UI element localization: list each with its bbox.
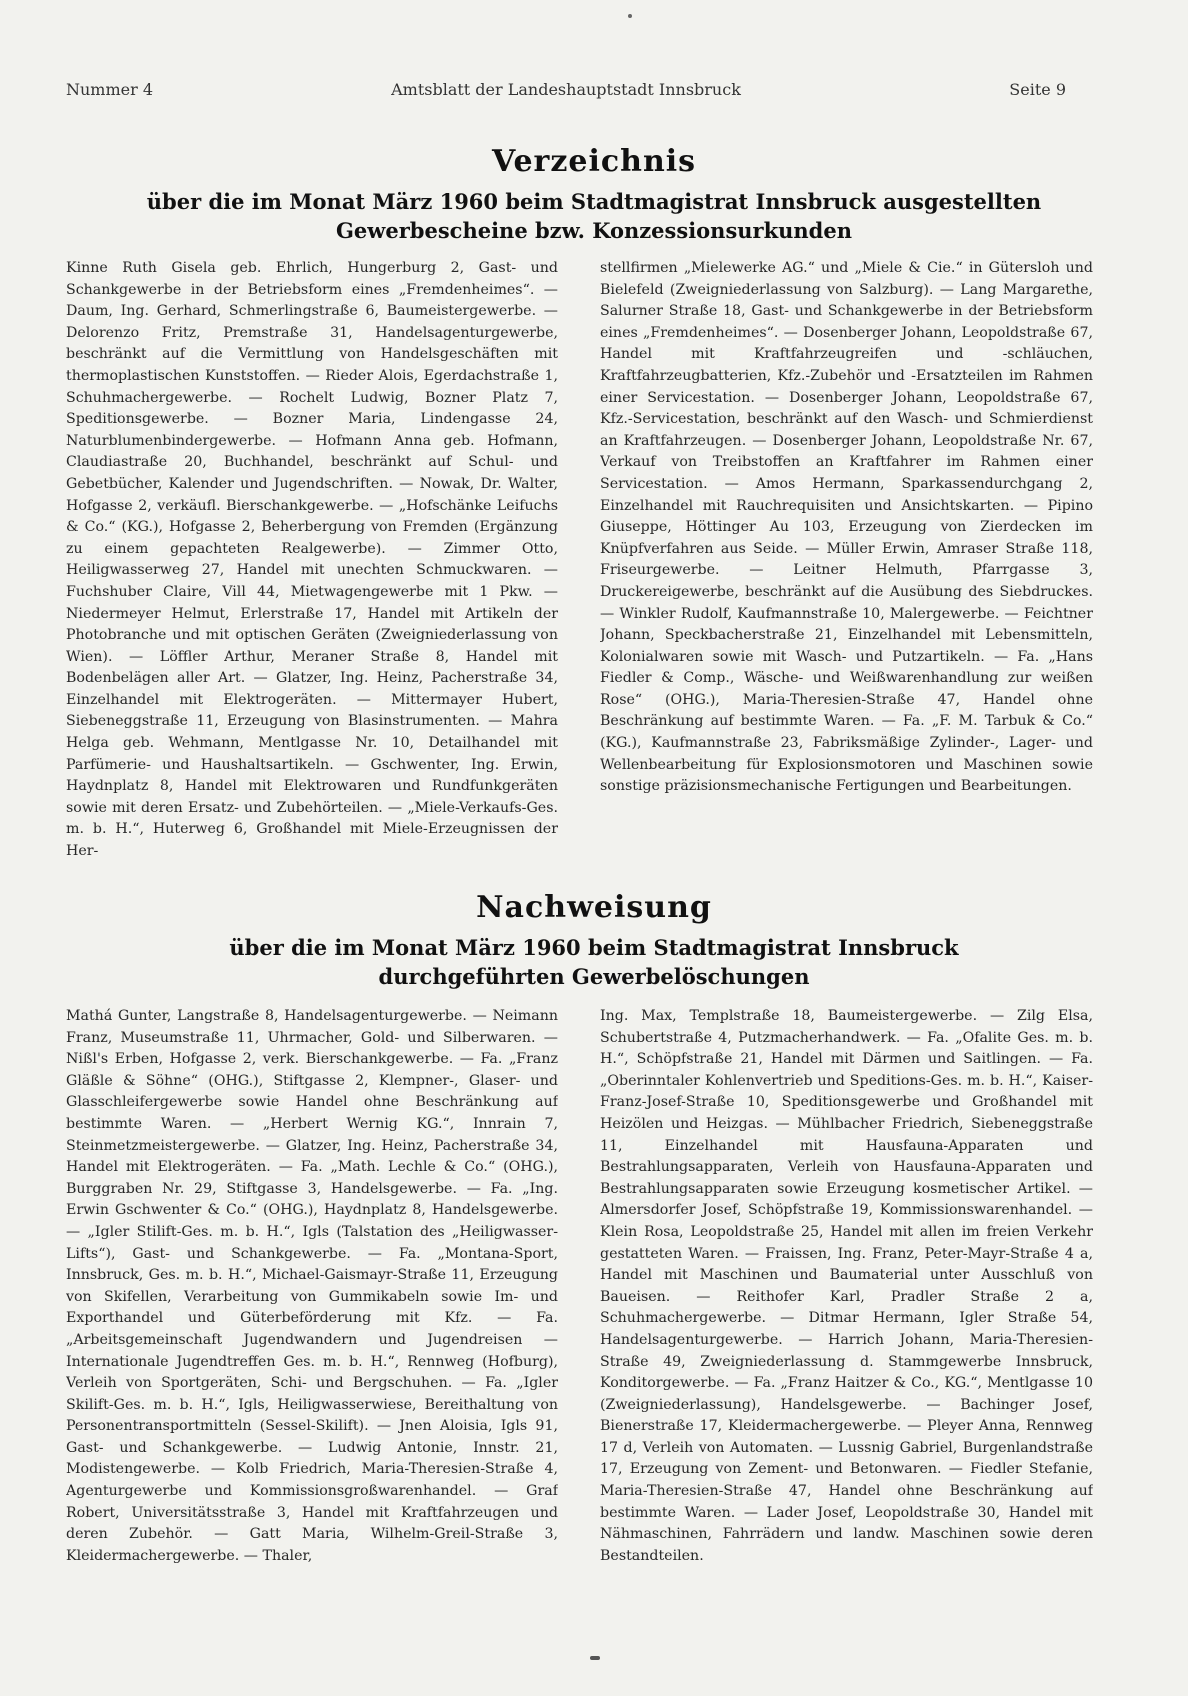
page-number: Seite 9 <box>1009 80 1066 99</box>
running-header <box>66 80 1066 104</box>
section1-column-left <box>66 258 558 860</box>
publication-title: Amtsblatt der Landeshauptstadt Innsbruck <box>391 80 741 99</box>
section2-title: Nachweisung <box>476 890 712 925</box>
issue-number: Nummer 4 <box>66 80 154 99</box>
section1-subtitle-line2: Gewerbescheine bzw. Konzessionsurkunden <box>336 218 852 243</box>
section2-left-text: Mathá Gunter, Langstraße 8, Handelsagenturgewerbe. — Neimann Franz, Museumstraße 11, Uhrmacher, Gold- und Silberwaren. — Nißl's Erben, Hofgasse 2, verk. Bierschankgewerbe. — Fa. „Franz Gläßle & Söhne“ (OHG.), Stiftgasse 2, Klempner-, Glaser- und Glasschleifergewerbe sowie Handel ohne Beschränkung auf bestimmte Waren. — „Herbert Wernig KG.“, Innrain 7, Steinmetzmeistergewerbe. — Glatzer, Ing. Heinz, Pacherstraße 34, Handel mit Elektrogeräten. — Fa. „Math. Lechle & Co.“ (OHG.), Burggraben Nr. 29, Stiftgasse 3, Handelsgewerbe. — Fa. „Ing. Erwin Gschwenter & Co.“ (OHG.), Haydnplatz 8, Handelsgewerbe. — „Igler Stilift-Ges. m. b. H.“, Igls (Talstation des „Heiligwasser-Lifts“), Gast- und Schankgewerbe. — Fa. „Montana-Sport, Innsbruck, Ges. m. b. H.“, Michael-Gaismayr-Straße 11, Erzeugung von Skifellen, Verarbeitung von Gummikabeln sowie Im- und Exporthandel und Güterbeförderung mit Kfz. — Fa. „Arbeitsgemeinschaft Jugendwandern und Jugendreisen — Internationale Jugendtreffen Ges. m. b. H.“, Rennweg (Hofburg), Verleih von Sportgeräten, Schi- und Bergschuhen. — Fa. „Igler Skilift-Ges. m. b. H.“, Igls, Heiligwasserwiese, Bereithaltung von Personentransportmitteln (Sessel-Skilift). — Jnen Aloisia, Igls 91, Gast- und Schankgewerbe. — Ludwig Antonie, Innstr. 21, Modistengewerbe. — Kolb Friedrich, Maria-Theresien-Straße 4, Agenturgewerbe und Kommissionsgroßwarenhandel. — Graf Robert, Universitätsstraße 3, Handel mit Kraftfahrzeugen und deren Zubehör. — Gatt Maria, Wilhelm-Greil-Straße 3, Kleidermachergewerbe. — Thaler, <box>66 1008 558 1564</box>
page-footer-mark <box>590 1656 600 1660</box>
section1-title: Verzeichnis <box>491 144 697 179</box>
section1-left-text: Kinne Ruth Gisela geb. Ehrlich, Hungerburg 2, Gast- und Schankgewerbe in der Betriebsform eines „Fremdenheimes“. — Daum, Ing. Gerhard, Schmerlingstraße 6, Baumeistergewerbe. — Delorenzo Fritz, Premstraße 31, Handelsagenturgewerbe, beschränkt auf die Vermittlung von Handelsgeschäften mit thermoplastischen Kunststoffen. — Rieder Alois, Egerdachstraße 1, Schuhmachergewerbe. — Rochelt Ludwig, Bozner Platz 7, Speditionsgewerbe. — Bozner Maria, Lindengasse 24, Naturblumenbindergewerbe. — Hofmann Anna geb. Hofmann, Claudiastraße 20, Buchhandel, beschränkt auf Schul- und Gebetbücher, Kalender und Jugendschriften. — Nowak, Dr. Walter, Hofgasse 2, verkäufl. Bierschankgewerbe. — „Hofschänke Leifuchs & Co.“ (KG.), Hofgasse 2, Beherbergung von Fremden (Ergänzung zu einem gepachteten Realgewerbe). — Zimmer Otto, Heiligwasserweg 27, Handel mit unechten Schmuckwaren. — Fuchshuber Claire, Vill 44, Mietwagengewerbe mit 1 Pkw. — Niedermeyer Helmut, Erlerstraße 17, Handel mit Artikeln der Photobranche und mit optischen Geräten (Zweigniederlassung von Wien). — Löffler Arthur, Meraner Straße 8, Handel mit Bodenbelägen aller Art. — Glatzer, Ing. Heinz, Pacherstraße 34, Einzelhandel mit Elektrogeräten. — Mittermayer Hubert, Siebeneggstraße 11, Erzeugung von Blasinstrumenten. — Mahra Helga geb. Wehmann, Mentlgasse Nr. 10, Detailhandel mit Parfümerie- und Haushaltsartikeln. — Gschwenter, Ing. Erwin, Haydnplatz 8, Handel mit Elektrowaren und Rundfunkgeräten sowie mit deren Ersatz- und Zubehörteilen. — „Miele-Verkaufs-Ges. m. b. H.“, Huterweg 6, Großhandel mit Miele-Erzeugnissen der Her- <box>66 260 558 860</box>
section2-subtitle-line1: über die im Monat März 1960 beim Stadtmagistrat Innsbruck <box>229 935 959 960</box>
section2-column-left <box>66 1006 558 1628</box>
section1-subtitle-line1: über die im Monat März 1960 beim Stadtmagistrat Innsbruck ausgestellten <box>146 189 1042 214</box>
section2-column-right <box>600 1006 1093 1608</box>
section2-subtitle-line2: durchgeführten Gewerbelöschungen <box>378 964 810 989</box>
section2-right-text: Ing. Max, Templstraße 18, Baumeistergewerbe. — Zilg Elsa, Schubertstraße 4, Putzmacherhandwerk. — Fa. „Ofalite Ges. m. b. H.“, Schöpfstraße 21, Handel mit Därmen und Saitlingen. — Fa. „Oberinntaler Kohlenvertrieb und Speditions-Ges. m. b. H.“, Kaiser-Franz-Josef-Straße 10, Speditionsgewerbe und Großhandel mit Heizölen und Heizgas. — Mühlbacher Friedrich, Siebeneggstraße 11, Einzelhandel mit Hausfauna-Apparaten und Bestrahlungsapparaten, Verleih von Hausfauna-Apparaten und Bestrahlungsapparaten sowie Erzeugung kosmetischer Artikel. — Almersdorfer Josef, Schöpfstraße 19, Kommissionswarenhandel. — Klein Rosa, Leopoldstraße 25, Handel mit allen im freien Verkehr gestatteten Waren. — Fraissen, Ing. Franz, Peter-Mayr-Straße 4 a, Handel mit Maschinen und Baumaterial unter Ausschluß von Baueisen. — Reithofer Karl, Pradler Straße 2 a, Schuhmachergewerbe. — Ditmar Hermann, Igler Straße 54, Handelsagenturgewerbe. — Harrich Johann, Maria-Theresien-Straße 49, Zweigniederlassung d. Stammgewerbe Innsbruck, Konditorgewerbe. — Fa. „Franz Haitzer & Co., KG.“, Mentlgasse 10 (Zweigniederlassung), Handelsgewerbe. — Bachinger Josef, Bienerstraße 17, Kleidermachergewerbe. — Pleyer Anna, Rennweg 17 d, Verleih von Automaten. — Lussnig Gabriel, Burgenlandstraße 17, Erzeugung von Zement- und Betonwaren. — Fiedler Stefanie, Maria-Theresien-Straße 47, Handel ohne Beschränkung auf bestimmte Waren. — Lader Josef, Leopoldstraße 30, Handel mit Nähmaschinen, Fahrrädern und landw. Maschinen sowie deren Bestandteilen. <box>600 1008 1093 1564</box>
print-speck <box>628 14 632 18</box>
section1-right-text: stellfirmen „Mielewerke AG.“ und „Miele & Cie.“ in Gütersloh und Bielefeld (Zweigniederlassung von Salzburg). — Lang Margarethe, Salurner Straße 18, Gast- und Schankgewerbe in der Betriebsform eines „Fremdenheimes“. — Dosenberger Johann, Leopoldstraße 67, Handel mit Kraftfahrzeugreifen und -schläuchen, Kraftfahrzeugbatterien, Kfz.-Zubehör und -Ersatzteilen im Rahmen einer Servicestation. — Dosenberger Johann, Leopoldstraße 67, Kfz.-Servicestation, beschränkt auf den Wasch- und Schmierdienst an Kraftfahrzeugen. — Dosenberger Johann, Leopoldstraße Nr. 67, Verkauf von Treibstoffen an Kraftfahrer im Rahmen einer Servicestation. — Amos Hermann, Sparkassendurchgang 2, Einzelhandel mit Rauchrequisiten und Ansichtskarten. — Pipino Giuseppe, Höttinger Au 103, Erzeugung von Zierdecken im Knüpfverfahren aus Seide. — Müller Erwin, Amraser Straße 118, Friseurgewerbe. — Leitner Helmuth, Pfarrgasse 3, Druckereigewerbe, beschränkt auf die Ausübung des Siebdruckes. — Winkler Rudolf, Kaufmannstraße 10, Malergewerbe. — Feichtner Johann, Speckbacherstraße 21, Einzelhandel mit Lebensmitteln, Kolonialwaren sowie mit Wasch- und Putzartikeln. — Fa. „Hans Fiedler & Comp., Wäsche- und Weißwarenhandlung zur weißen Rose“ (OHG.), Maria-Theresien-Straße 47, Handel ohne Beschränkung auf bestimmte Waren. — Fa. „F. M. Tarbuk & Co.“ (KG.), Kaufmannstraße 23, Fabriksmäßige Zylinder-, Lager- und Wellenbearbeitung für Explosionsmotoren und Maschinen sowie sonstige präzisionsmechanische Fertigungen und Bearbeitungen. <box>600 260 1093 795</box>
section1-column-right <box>600 258 1093 796</box>
